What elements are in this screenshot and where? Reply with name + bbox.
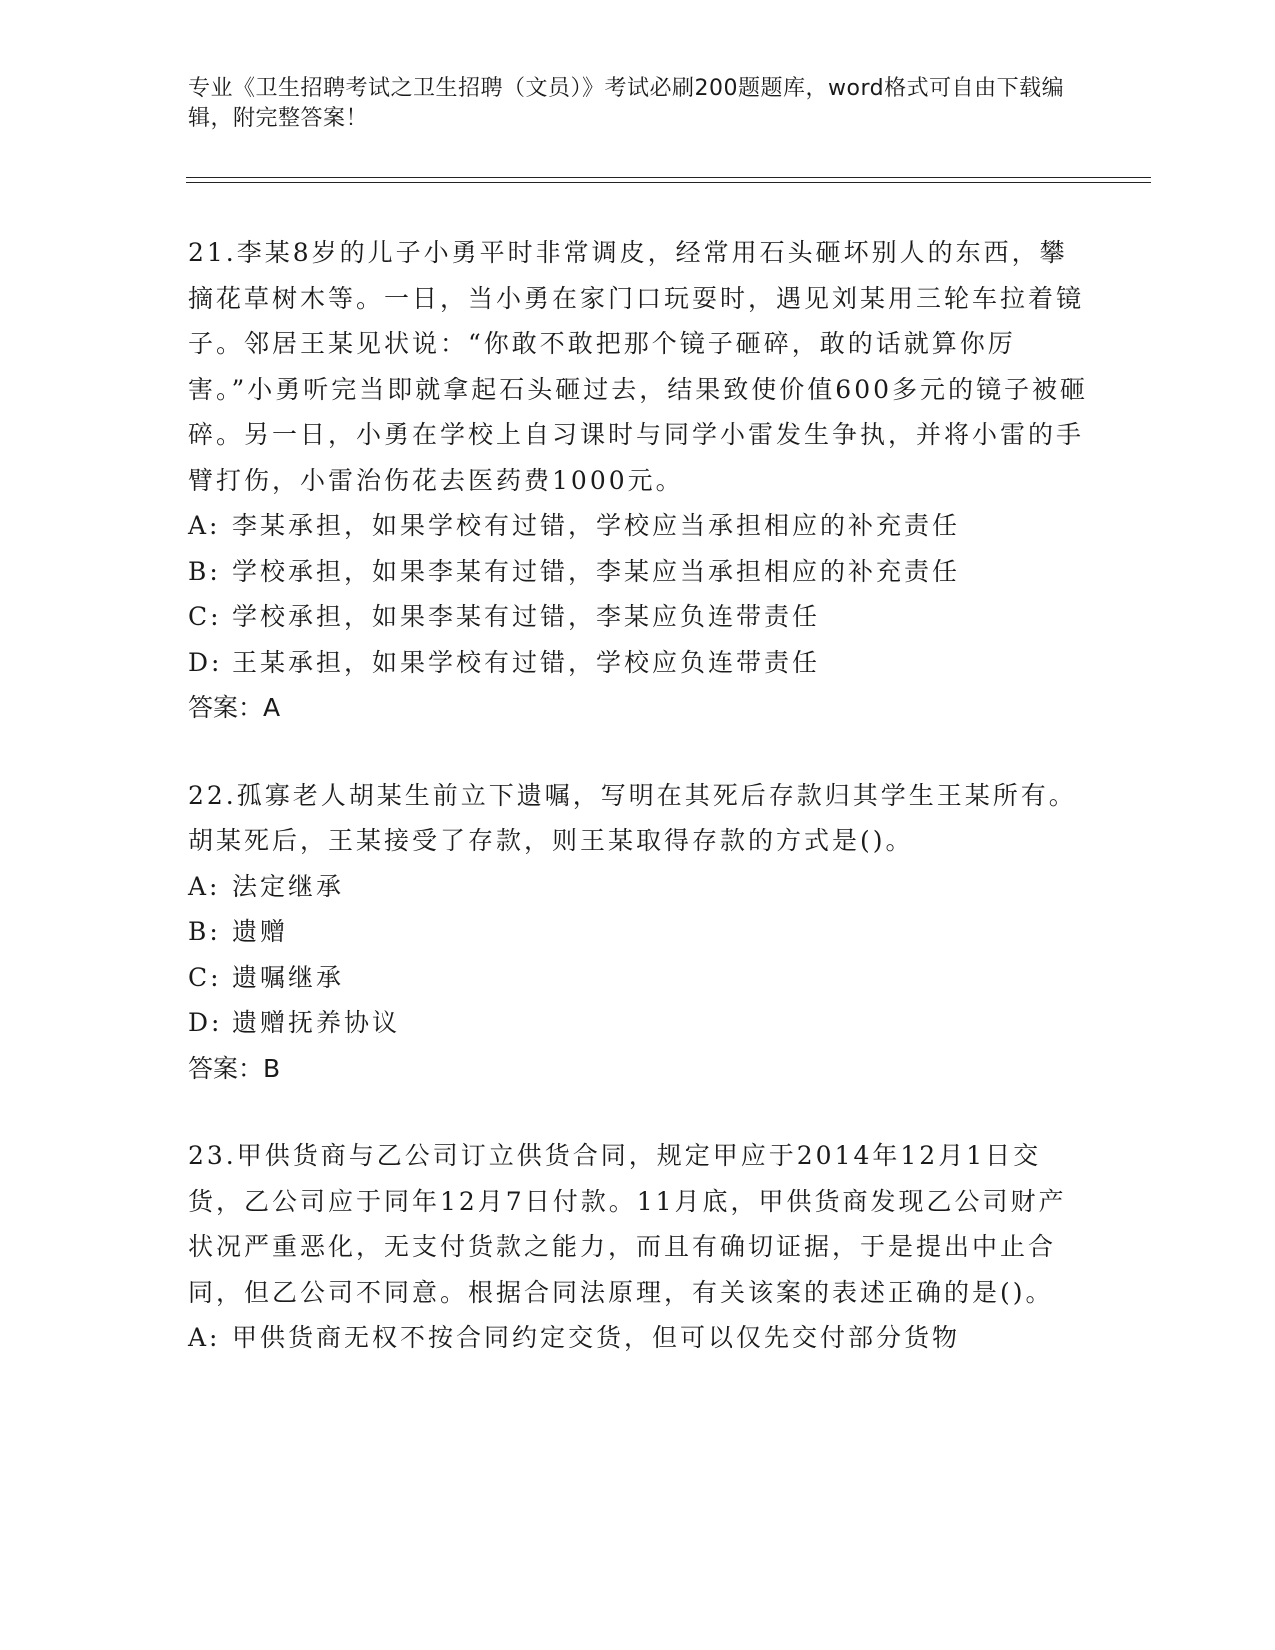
question-list — [188, 230, 1088, 1403]
option-letter: D: — [188, 1008, 223, 1037]
question-21 — [188, 230, 1088, 731]
option-letter: C: — [188, 602, 222, 631]
option-letter: D: — [188, 647, 223, 677]
option-letter: A: — [188, 511, 221, 540]
option-text: 学校承担，如果李某有过错，李某应当承担相应的补充责任 — [232, 556, 961, 586]
option-a — [188, 503, 1088, 549]
option-a — [188, 864, 1088, 910]
option-letter: A: — [188, 1323, 221, 1352]
option-text: 王某承担，如果学校有过错，学校应负连带责任 — [232, 647, 821, 677]
answer-line: 答案：A — [188, 693, 281, 722]
question-22 — [188, 773, 1088, 1092]
header-divider — [186, 177, 1151, 183]
option-d — [188, 1000, 1088, 1046]
question-23 — [188, 1133, 1088, 1361]
option-letter: B: — [188, 556, 221, 586]
option-b — [188, 549, 1088, 595]
option-text: 遗嘱继承 — [232, 962, 345, 992]
option-c — [188, 955, 1088, 1001]
option-a — [188, 1315, 1088, 1361]
option-c — [188, 594, 1088, 640]
option-text: 甲供货商无权不按合同约定交货，但可以仅先交付部分货物 — [232, 1323, 961, 1352]
answer-line: 答案：B — [188, 1053, 281, 1083]
option-text: 学校承担，如果李某有过错，李某应负连带责任 — [232, 602, 821, 631]
question-stem: 22.孤寡老人胡某生前立下遗嘱，写明在其死后存款归其学生王某所有。胡某死后，王某接受了存款，则王某取得存款的方式是()。 — [188, 780, 1077, 855]
option-text: 李某承担，如果学校有过错，学校应当承担相应的补充责任 — [232, 511, 961, 540]
option-letter: B: — [188, 917, 221, 946]
option-letter: A: — [188, 871, 221, 901]
option-text: 遗赠抚养协议 — [232, 1008, 401, 1037]
option-b — [188, 909, 1088, 955]
question-stem: 21.李某8岁的儿子小勇平时非常调皮，经常用石头砸坏别人的东西，攀摘花草树木等。一日，当小勇在家门口玩耍时，遇见刘某用三轮车拉着镜子。邻居王某见状说：“你敢不敢把那个镜子砸碎，敢的话就算你厉害。”小勇听完当即就拿起石头砸过去，结果致使价值600多元的镜子被砸碎。另一日，小勇在学校上自习课时与同学小雷发生争执，并将小雷的手臂打伤，小雷治伤花去医药费1000元。 — [188, 238, 1089, 495]
option-d — [188, 640, 1088, 686]
option-text: 法定继承 — [232, 871, 345, 901]
question-stem: 23.甲供货商与乙公司订立供货合同，规定甲应于2014年12月1日交货，乙公司应于同年12月7日付款。11月底，甲供货商发现乙公司财产状况严重恶化，无支付货款之能力，而且有确切证据，于是提出中止合同，但乙公司不同意。根据合同法原理，有关该案的表述正确的是()。 — [188, 1141, 1067, 1307]
document-title: 专业《卫生招聘考试之卫生招聘（文员）》考试必刷200题题库，word格式可自由下载编辑，附完整答案！ — [188, 76, 1065, 131]
option-text: 遗赠 — [232, 917, 289, 946]
option-letter: C: — [188, 962, 222, 992]
page-header — [188, 74, 1068, 134]
